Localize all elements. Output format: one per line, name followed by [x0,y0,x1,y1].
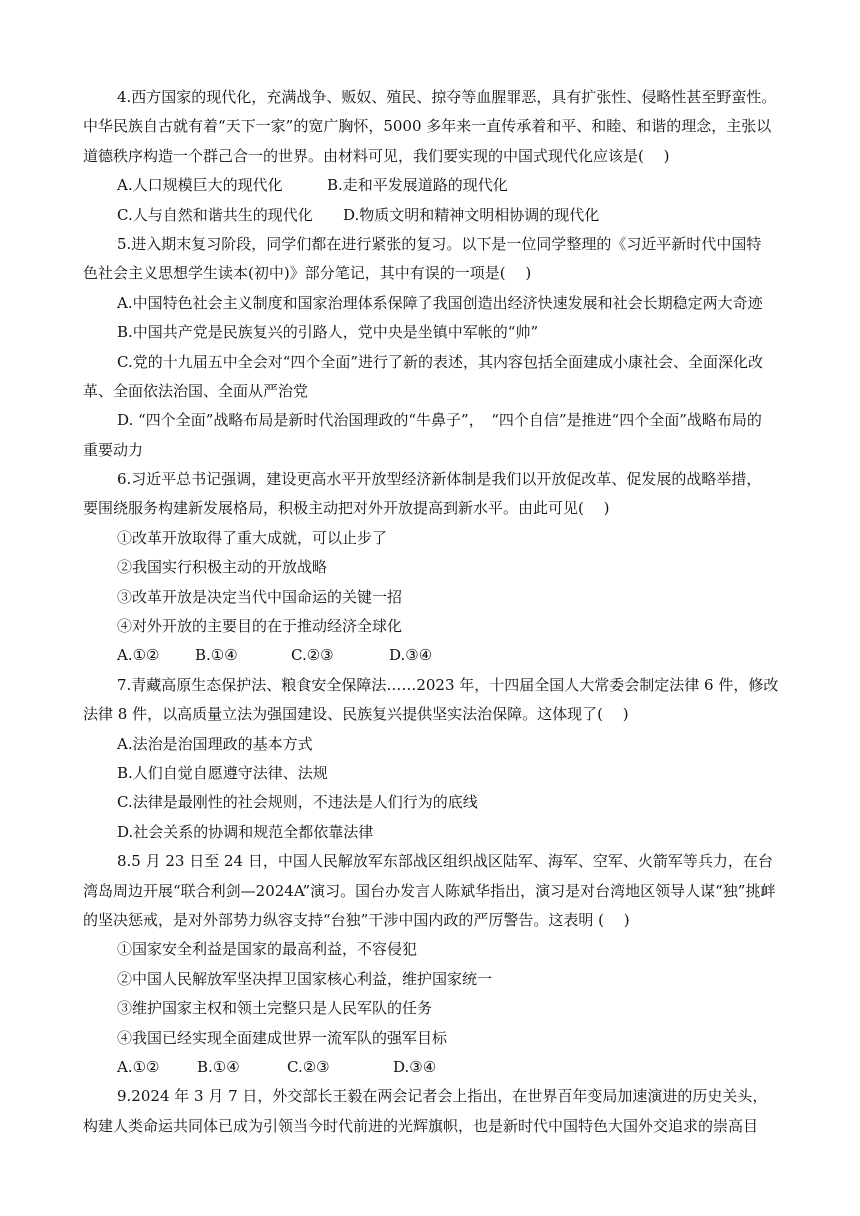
question-4-options-row [83,201,800,230]
question-6-stem-line: 6.习近平总书记强调，建设更高水平开放型经济新体制是我们以开放促改革、促发展的战略举措， [117,470,762,489]
statement-item: ①改革开放取得了重大成就，可以止步了 [117,528,388,547]
option-c[interactable]: C.党的十九届五中全会对“四个全面”进行了新的表述，其内容包括全面建成小康社会、全面深化改 [117,352,764,371]
question-8-stem-line: 8.5 月 23 日至 24 日，中国人民解放军东部战区组织战区陆军、海军、空军、火箭军等兵力，在台 [117,852,773,871]
option-d[interactable]: D. “四个全面”战略布局是新时代治国理政的“牛鼻子”， “四个自信”是推进“四个全面”战略布局的 [117,411,762,430]
question-8 [83,847,800,1082]
option-a[interactable]: A.法治是治国理政的基本方式 [117,734,313,753]
option-b[interactable]: B.中国共产党是民族复兴的引路人，党中央是坐镇中军帐的“帅” [117,323,539,342]
question-4-options-row [83,171,800,200]
statement-item: ④我国已经实现全面建成世界一流军队的强军目标 [117,1028,448,1047]
option-c-continuation[interactable]: 革、全面依法治国、全面从严治党 [83,381,309,400]
question-7 [83,671,800,847]
statement-item: ③改革开放是决定当代中国命运的关键一招 [117,587,403,606]
question-7-stem-line: 7.青藏高原生态保护法、粮食安全保障法……2023 年，十四届全国人大常委会制定法律 6 件，修改 [117,675,779,694]
question-9 [83,1082,800,1141]
question-4 [83,83,800,230]
question-4-stem-line: 4.西方国家的现代化，充满战争、贩奴、殖民、掠夺等血腥罪恶，具有扩张性、侵略性甚至野蛮性。 [117,88,777,106]
option-b[interactable]: B.人们自觉自愿遵守法律、法规 [117,763,328,782]
option-b[interactable]: B.走和平发展道路的现代化 [327,176,508,195]
question-5 [83,230,800,465]
question-6-stem-line: 要围绕服务构建新发展格局，积极主动把对外开放提高到新水平。由此可见( ) [83,499,610,518]
option-c[interactable]: C.②③ [291,646,334,665]
question-8-stem-line: 的坚决惩戒，是对外部势力纵容支持“台独”干涉中国内政的严厉警告。这表明 ( ) [83,910,630,929]
option-d[interactable]: D.③④ [393,1057,437,1076]
statement-item: ④对外开放的主要目的在于推动经济全球化 [117,617,403,636]
option-b[interactable]: B.①④ [197,1057,240,1076]
option-d[interactable]: D.社会关系的协调和规范全都依靠法律 [117,822,374,841]
question-4-stem-line: 道德秩序构造一个群己合一的世界。由材料可见，我们要实现的中国式现代化应该是( ) [83,146,670,165]
option-a[interactable]: A.人口规模巨大的现代化 [117,176,283,195]
option-c[interactable]: C.法律是最刚性的社会规则，不违法是人们行为的底线 [117,793,478,812]
statement-item: ③维护国家主权和领土完整只是人民军队的任务 [117,999,433,1018]
option-a[interactable]: A.①② [117,1057,160,1076]
statement-item: ①国家安全利益是国家的最高利益，不容侵犯 [117,940,418,959]
question-8-options-row [83,1053,800,1082]
option-d[interactable]: D.③④ [389,646,433,665]
option-a[interactable]: A.中国特色社会主义制度和国家治理体系保障了我国创造出经济快速发展和社会长期稳定两大奇迹 [117,293,763,312]
question-7-stem-line: 法律 8 件，以高质量立法为强国建设、民族复兴提供坚实法治保障。这体现了( ) [83,705,629,724]
statement-item: ②我国实行积极主动的开放战略 [117,558,328,577]
option-d[interactable]: D.物质文明和精神文明相协调的现代化 [343,205,600,224]
question-9-stem-line: 9.2024 年 3 月 7 日，外交部长王毅在两会记者会上指出，在世界百年变局加速演进的历史关头， [117,1087,768,1106]
option-b[interactable]: B.①④ [195,646,238,665]
statement-item: ②中国人民解放军坚决捍卫国家核心利益，维护国家统一 [117,969,493,988]
option-c[interactable]: C.人与自然和谐共生的现代化 [117,205,313,224]
question-4-stem-line: 中华民族自古就有着“天下一家”的宽广胸怀，5000 多年来一直传承着和平、和睦、和谐的理念，主张以 [83,117,772,136]
question-9-stem-line: 构建人类命运共同体已成为引领当今时代前进的光辉旗帜，也是新时代中国特色大国外交追求的崇高目 [83,1116,759,1135]
question-5-stem-line: 5.进入期末复习阶段，同学们都在进行紧张的复习。以下是一位同学整理的《习近平新时代中国特 [117,234,762,253]
question-8-stem-line: 湾岛周边开展“联合利剑—2024A”演习。国台办发言人陈斌华指出，演习是对台湾地区领导人谋“独”挑衅 [83,881,776,900]
question-6-options-row [83,641,800,670]
question-5-stem-line: 色社会主义思想学生读本(初中)》部分笔记，其中有误的一项是( ) [83,264,532,283]
option-d-continuation[interactable]: 重要动力 [83,440,144,459]
question-6 [83,465,800,671]
option-a[interactable]: A.①② [117,646,160,665]
option-c[interactable]: C.②③ [287,1057,330,1076]
